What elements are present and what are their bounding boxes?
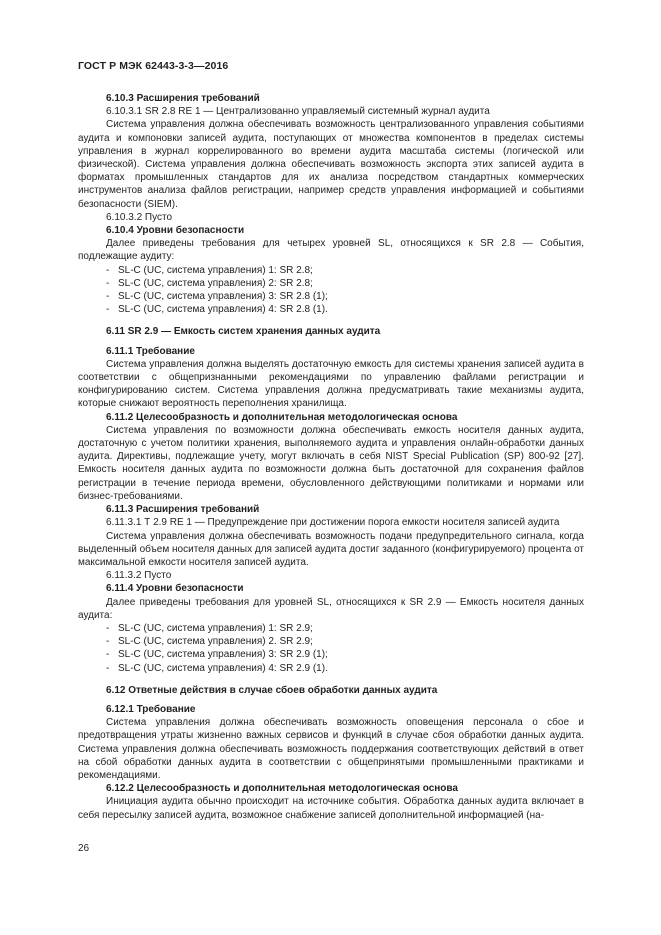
empty-clause: 6.11.3.2 Пусто	[106, 570, 172, 582]
page-number: 26	[78, 843, 90, 854]
requirement-enhancement-title: 6.11.3.1 Т 2.9 RE 1 — Предупреждение при достижении порога емкости носителя записей аудита	[106, 517, 560, 529]
paragraph: Инициация аудита обычно происходит на источнике события. Обработка данных аудита включает в себя пересылку записей аудита, возможное снабжение записей дополнительной информацией (на-	[78, 796, 584, 821]
list-item: - SL-C (UC, система управления) 4: SR 2.9 (1).	[106, 662, 328, 674]
paragraph: Система управления должна обеспечивать возможность подачи предупредительного сигнала, когда выделенный объем носителя данных для записей аудита достиг заданного (конфигурируемого) процента от максимальной емкости носителя записей аудита.	[78, 530, 584, 568]
list-item: - SL-C (UC, система управления) 3: SR 2.8 (1);	[106, 291, 328, 303]
list-item: - SL-C (UC, система управления) 1: SR 2.9;	[106, 622, 313, 634]
section-heading: 6.11.2 Целесообразность и дополнительная методологическая основа	[106, 411, 458, 423]
major-section-heading: 6.11 SR 2.9 — Емкость систем хранения данных аудита	[106, 326, 381, 338]
section-heading: 6.10.3 Расширения требований	[106, 93, 260, 104]
paragraph: Далее приведены требования для уровней SL, относящихся к SR 2.9 — Емкость носителя данных аудита:	[78, 596, 584, 621]
section-heading: 6.12.1 Требование	[106, 703, 196, 715]
document-header: ГОСТ Р МЭК 62443-3-3—2016	[78, 60, 229, 72]
major-section-heading: 6.12 Ответные действия в случае сбоев обработки данных аудита	[106, 684, 438, 696]
section-heading: 6.11.4 Уровни безопасности	[106, 583, 244, 595]
requirement-enhancement-title: 6.10.3.1 SR 2.8 RE 1 — Централизованно управляемый системный журнал аудита	[106, 106, 490, 118]
list-item: - SL-C (UC, система управления) 3: SR 2.9 (1);	[106, 649, 328, 661]
paragraph: Далее приведены требования для четырех уровней SL, относящихся к SR 2.8 — События, подлежащие аудиту:	[78, 238, 584, 263]
paragraph: Система управления должна обеспечивать возможность централизованного управления событиями аудита и компоновки записей аудита, поступающих от множества компонентов в пределах системы управления в журнал коррелированного во времени аудита масштаба системы (логической или физической). Система управления должна обеспечивать возможность экспорта этих записей аудита в форматах промышленных стандартов для их анализа посредством стандартных коммерческих инструментов анализа файлов регистрации, например средств управления информацией и событиями безопасности (SIEM).	[78, 119, 584, 210]
empty-clause: 6.10.3.2 Пусто	[106, 211, 173, 223]
list-item: - SL-C (UC, система управления) 2. SR 2.9;	[106, 636, 313, 648]
section-heading: 6.12.2 Целесообразность и дополнительная методологическая основа	[106, 783, 458, 795]
section-heading: 6.10.4 Уровни безопасности	[106, 225, 245, 237]
list-item: - SL-C (UC, система управления) 2: SR 2.8;	[106, 277, 313, 289]
paragraph: Система управления должна выделять достаточную емкость для системы хранения записей аудита в соответствии с общепризнанными рекомендациями по управлению файлами регистрации и конфигурированию систем. Система управления должна предусматривать такие механизмы аудита, которые снижают вероятность переполнения хранилища.	[78, 358, 584, 410]
section-heading: 6.11.3 Расширения требований	[106, 504, 260, 516]
list-item: - SL-C (UC, система управления) 1: SR 2.8;	[106, 264, 313, 276]
document-body	[78, 92, 584, 822]
list-item: - SL-C (UC, система управления) 4: SR 2.8 (1).	[106, 304, 328, 316]
section-heading: 6.11.1 Требование	[106, 345, 195, 357]
paragraph: Система управления по возможности должна обеспечивать емкость носителя данных аудита, достаточную с учетом политики хранения, выполняемого аудита и управления онлайн-обработки данных аудита. Директивы, подлежащие учету, могут включать в себя NIST Special Publication (SP) 800-92 [27]. Емкость носителя данных аудита по возможности должна быть достаточной для сохранения файлов регистрации в течение периода времени, обусловленного действующими политиками и нормами или бизнес-требованиями.	[78, 424, 584, 502]
paragraph: Система управления должна обеспечивать возможность оповещения персонала о сбое и предотвращения утраты жизненно важных сервисов и функций в случае сбоя обработки данных аудита. Система управления должна обеспечивать возможность поддержания соответствующих действий в ответ на сбой обработки данных аудита в соответствии с общепринятыми промышленными практиками и рекомендациями.	[78, 717, 584, 781]
